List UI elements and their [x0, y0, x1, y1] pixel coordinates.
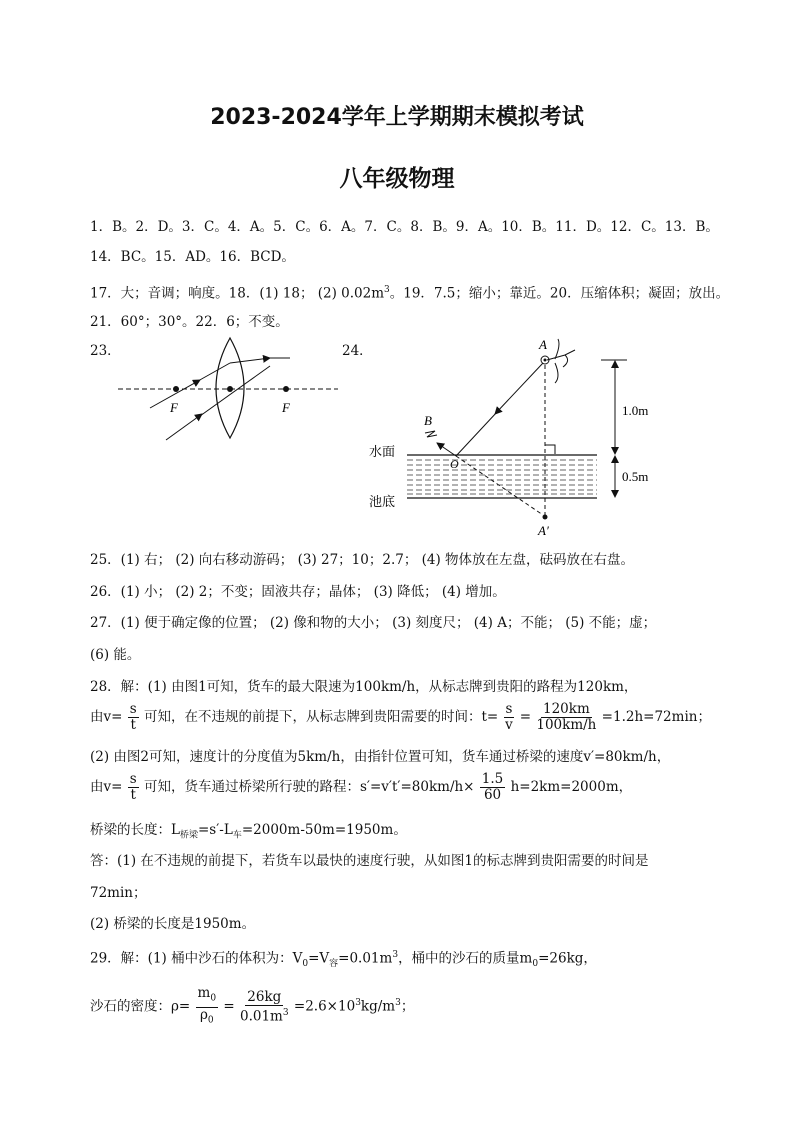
focus-label-right: F [282, 400, 290, 415]
question-24-label: 24． [342, 343, 373, 359]
fraction-26-001 [240, 990, 289, 1025]
answer-line-28d [90, 772, 632, 803]
text: s [505, 701, 513, 717]
answer-line-3 [90, 281, 729, 303]
text: ； [400, 998, 415, 1015]
focus-point-right [283, 386, 289, 392]
dim-label-05m: 0.5m [622, 469, 649, 484]
answer-line-27: 27．(1) 便于确定像的位置； (2) 像和物的大小； (3) 刻度尺； (4) A；不能； (5) 不能；虚； [90, 615, 657, 631]
text: s [129, 701, 137, 717]
answer-line-29b [90, 986, 414, 1028]
point-label-a-prime: A′ [538, 523, 549, 538]
fraction-1.5-60 [480, 772, 505, 803]
text: = [519, 709, 532, 725]
answer-line-28h: (2) 桥梁的长度是1950m。 [90, 916, 256, 932]
point-a-prime [543, 515, 548, 520]
incident-ray-1 [198, 363, 230, 381]
text: 3 [384, 285, 390, 295]
fraction-s-v [504, 702, 515, 733]
text: =2000m-50m=1950m。 [241, 822, 407, 838]
answer-line-25: 25．(1) 右； (2) 向右移动游码； (3) 27；10；2.7； (4) 物体放在左盘，砝码放在右盘。 [90, 552, 635, 568]
text: 29．解：(1) 桶中沙石的体积为：V [90, 950, 303, 967]
text: 3 [355, 998, 361, 1009]
text: t [130, 787, 136, 803]
text: 容 [329, 959, 339, 970]
text: =1.2h=72min； [601, 709, 711, 725]
text: 桥梁的长度：L [90, 822, 180, 838]
text: 桥梁 [179, 830, 198, 841]
text: = [223, 998, 235, 1015]
text: =26kg， [538, 950, 597, 967]
incident-ray-2 [166, 414, 202, 440]
answer-line-29a [90, 946, 597, 973]
text: 由v= [90, 779, 123, 795]
text: 车 [232, 830, 242, 841]
answer-line-28b [90, 702, 711, 733]
answer-line-28c: (2) 由图2可知，速度计的分度值为5km/h，由指针位置可知，货车通过桥梁的速度v′=80km/h， [90, 749, 671, 765]
text: 沙石的密度：ρ= [90, 998, 191, 1015]
answer-line-27b: (6) 能。 [90, 647, 141, 663]
answer-line-28f: 答：(1) 在不违规的前提下，若货车以最快的速度行驶，从如图1的标志牌到贵阳需要的时间是 [90, 853, 649, 869]
text: 100km/h [536, 717, 597, 733]
dim-label-1m: 1.0m [622, 403, 649, 418]
answer-line-28a: 28．解：(1) 由图1可知，货车的最大限速为100km/h，从标志牌到贵阳的路程为120km， [90, 679, 638, 695]
text: 0.01m [240, 1008, 283, 1025]
focus-label-left: F [170, 400, 178, 415]
text: 17．大；音调；响度。18．(1) 18； (2) 0.02m [90, 285, 385, 302]
answer-line-28g: 72min； [90, 885, 147, 901]
text: 0 [532, 959, 539, 970]
text: 3 [282, 1007, 289, 1018]
text: 0 [302, 959, 309, 970]
fraction-m0-rho0 [196, 986, 219, 1028]
answer-line-1: 1．B。2．D。3．C。4．A。5．C。6．A。7．C。8．B。9．A。10．B。11．D。12．C。13．B。 [90, 219, 719, 235]
fraction-120-100 [536, 702, 596, 733]
answer-line-4: 21．60°；30°。22．6；不变。 [90, 314, 289, 330]
text: h=2km=2000m， [510, 779, 633, 795]
text: =2.6×10 [293, 998, 356, 1015]
text: 可知，在不违规的前提下，从标志牌到贵阳需要的时间：t= [143, 709, 499, 725]
point-label-a: A [539, 337, 547, 352]
text: 由v= [90, 709, 123, 725]
refracted-ray-1 [230, 358, 270, 363]
optical-center [227, 386, 233, 392]
lens-figure [110, 330, 345, 445]
fraction-s-t [128, 772, 139, 803]
text: =0.01m [338, 950, 393, 967]
text: m [197, 985, 211, 1001]
text: 0 [207, 1015, 214, 1026]
reflection-figure [365, 335, 665, 540]
text: =s′-L [197, 822, 233, 838]
text: 3 [392, 950, 399, 960]
reflected-ray [437, 443, 456, 456]
answer-line-2: 14．BC。15．AD。16．BCD。 [90, 249, 295, 265]
text: =V [308, 950, 330, 967]
text: 1.5 [481, 771, 504, 787]
answer-line-26: 26．(1) 小； (2) 2；不变；固液共存；晶体； (3) 降低； (4) 增加。 [90, 584, 506, 600]
text: 可知，货车通过桥梁所行驶的路程：s′=v′t′=80km/h× [143, 779, 475, 795]
answer-line-28e [90, 821, 407, 845]
text: 60 [483, 787, 502, 803]
page-title: 2023-2024学年上学期期末模拟考试 [210, 105, 584, 130]
fraction-s-t [128, 702, 139, 733]
text: 3 [395, 998, 401, 1009]
right-angle-mark [545, 445, 555, 454]
text: 。19．7.5；缩小；靠近。20．压缩体积；凝固；放出。 [389, 285, 730, 302]
text: v [505, 717, 513, 733]
pool-bottom-label: 池底 [369, 494, 396, 509]
text: s [129, 771, 137, 787]
text: ，桶中的沙石的质量m [398, 950, 533, 967]
text: ρ [199, 1006, 208, 1023]
eye-icon [425, 431, 437, 437]
text: t [130, 717, 136, 733]
eye-label-b: B [424, 413, 432, 428]
page-subtitle: 八年级物理 [339, 166, 455, 192]
text: 26kg [247, 988, 282, 1005]
text: kg/m [360, 998, 396, 1015]
point-label-o: O [450, 457, 459, 471]
incident-ray [495, 363, 543, 414]
water-hatching [407, 460, 597, 494]
text: 0 [210, 993, 217, 1004]
incident-ray [456, 412, 497, 456]
text: 120km [543, 701, 590, 717]
question-23-label: 23． [90, 343, 121, 359]
water-surface-label: 水面 [369, 444, 396, 459]
focus-point-left [173, 386, 179, 392]
